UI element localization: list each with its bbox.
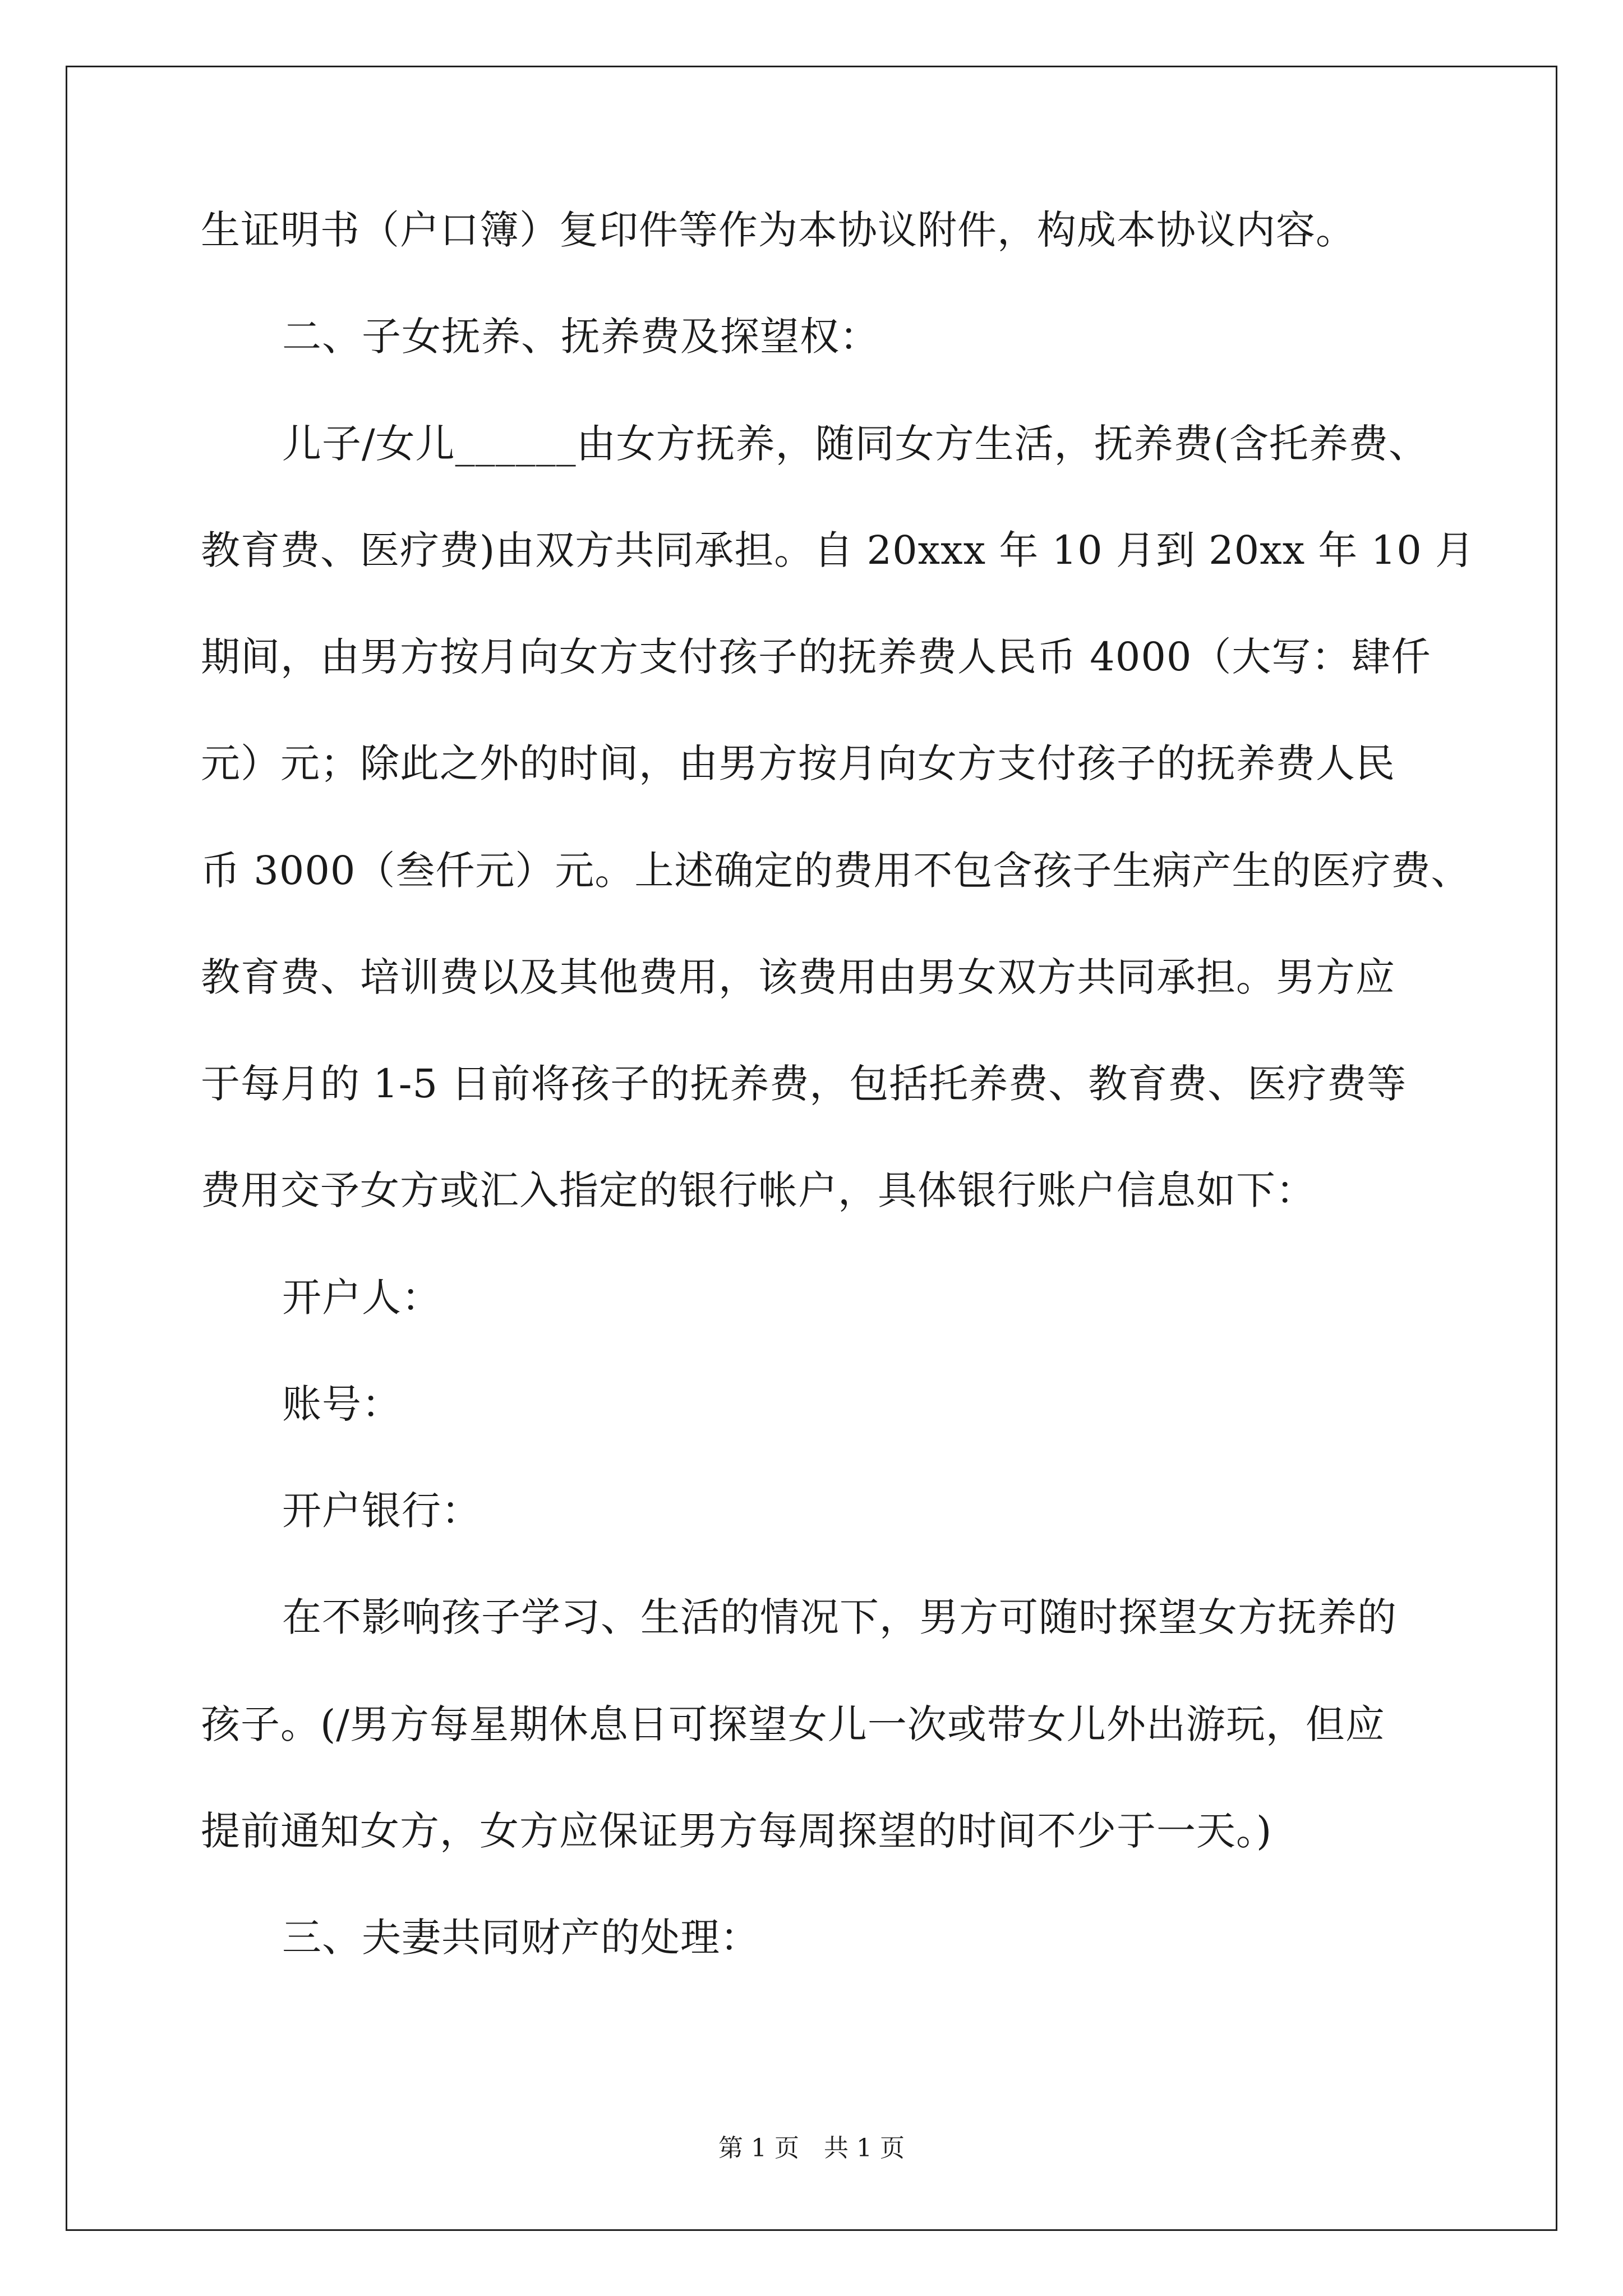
account-number-label: 账号： (282, 1381, 402, 1427)
paragraph-line: 期间，由男方按月向女方支付孩子的抚养费人民币 4000（大写：肆仟 (201, 634, 1431, 680)
section-heading-property: 三、夫妻共同财产的处理： (282, 1915, 760, 1961)
paragraph-line: 费用交予女方或汇入指定的银行帐户，具体银行账户信息如下： (201, 1167, 1316, 1213)
paragraph-line: 教育费、医疗费)由双方共同承担。自 20xxx 年 10 月到 20xx 年 10 月 (201, 527, 1475, 573)
paragraph-line: 于每月的 1-5 日前将孩子的抚养费，包括托养费、教育费、医疗费等 (201, 1061, 1407, 1107)
paragraph-line: 在不影响孩子学习、生活的情况下，男方可随时探望女方抚养的 (282, 1594, 1397, 1640)
account-holder-label: 开户人： (282, 1274, 441, 1320)
page-number-footer: 第 1 页 共 1 页 (718, 2134, 905, 2162)
page-border (66, 66, 1557, 2231)
paragraph-line: 儿子/女儿______由女方抚养，随同女方生活，抚养费(含托养费、 (282, 421, 1428, 467)
section-heading-child-support: 二、子女抚养、抚养费及探望权： (282, 314, 879, 360)
bank-name-label: 开户银行： (282, 1488, 481, 1534)
paragraph-line: 元）元；除此之外的时间，由男方按月向女方支付孩子的抚养费人民 (201, 740, 1395, 786)
paragraph-line: 提前通知女方，女方应保证男方每周探望的时间不少于一天。) (201, 1808, 1272, 1854)
paragraph-line: 教育费、培训费以及其他费用，该费用由男女双方共同承担。男方应 (201, 954, 1395, 1000)
paragraph-line: 孩子。(/男方每星期休息日可探望女儿一次或带女儿外出游玩，但应 (201, 1701, 1385, 1747)
body-line: 生证明书（户口簿）复印件等作为本协议附件，构成本协议内容。 (201, 207, 1355, 253)
paragraph-line: 币 3000（叁仟元）元。上述确定的费用不包含孩子生病产生的医疗费、 (201, 848, 1471, 894)
